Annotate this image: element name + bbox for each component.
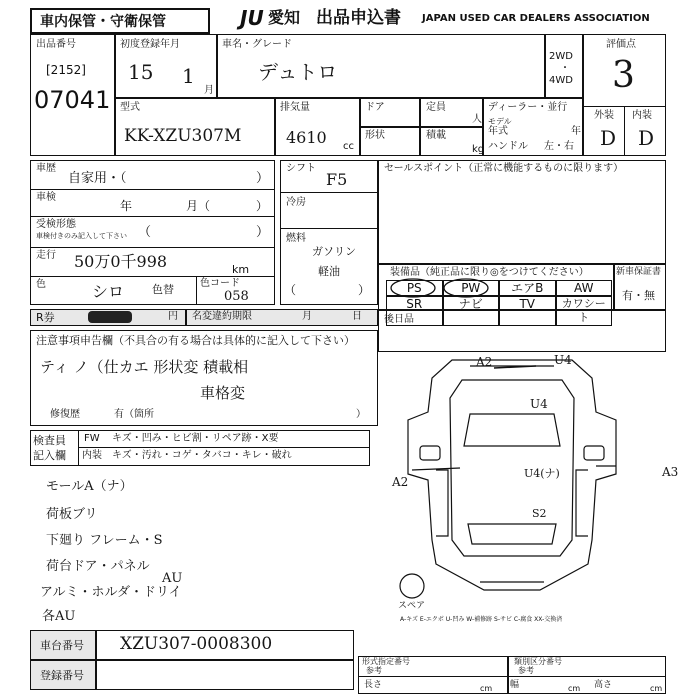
displacement-unit: cc [343, 141, 354, 152]
history-value: 自家用・（ [68, 171, 127, 186]
inspector-label-2: 記入欄 [33, 449, 66, 462]
fuel-diesel: 軽油 [318, 265, 340, 278]
mileage-label: 走行 [36, 250, 56, 261]
inspector-note-5: アルミ・ホルダ・ドリイ [40, 585, 182, 600]
door-label: ドア [365, 102, 385, 113]
model-value: KK-XZU307M [124, 126, 242, 146]
fuel-label: 燃料 [286, 233, 306, 244]
equipment-tv: TV [499, 296, 556, 326]
fuel-open: （ [284, 283, 297, 297]
inspection-year-unit: 年 [120, 199, 133, 213]
inspector-bracket-note: AU [162, 571, 183, 586]
equipment-airbag: エアB [499, 280, 556, 296]
repair-close: ） [356, 409, 366, 420]
ju-logo: JU [240, 6, 264, 30]
lot-number: 07041 [34, 86, 111, 114]
association-name: JAPAN USED CAR DEALERS ASSOCIATION [422, 13, 650, 24]
repair-value: 有（箇所 [114, 409, 154, 420]
category-label: 類別区分番号 [514, 657, 562, 666]
category-sub: 参考 [518, 666, 534, 675]
registration-month-unit: 月 [204, 85, 214, 96]
reg-value-box [96, 660, 354, 690]
ac-label: 冷房 [286, 197, 306, 208]
repair-label: 修復歴 [50, 409, 80, 420]
receipt-open: （ [138, 225, 152, 240]
length-label: 長さ [364, 680, 383, 690]
capacity-unit: 人 [472, 114, 482, 125]
registration-year: 15 [128, 60, 154, 84]
displacement-value: 4610 [286, 128, 327, 147]
type-check-sub: 参考 [366, 666, 382, 675]
lot-bracket: [2152] [46, 63, 86, 77]
color-code-value: 058 [224, 289, 249, 304]
inspection-close: ） [256, 199, 269, 213]
displacement-label: 排気量 [280, 102, 310, 113]
equipment-pw: PW [443, 280, 500, 296]
transfer-label: 名変違約期限 [192, 311, 252, 322]
model-year-label-2: 年式 [488, 126, 508, 137]
interior-items: キズ・汚れ・コゲ・タバコ・キレ・破れ [112, 450, 292, 461]
mark-a2-front: A2 [476, 355, 493, 369]
load-unit: kg [472, 144, 485, 155]
fw-label: FW [84, 433, 100, 444]
drive-sep: ・ [560, 63, 570, 74]
form-title: 出品申込書 [316, 8, 401, 28]
shift-value: F5 [326, 170, 348, 189]
r-ticket-label: R券 [36, 311, 55, 324]
transfer-day: 日 [352, 311, 362, 322]
diagram-windshield [464, 414, 560, 446]
color-value: シロ [92, 282, 125, 301]
dealer-label: ディーラー・並行 [488, 102, 568, 113]
length-unit: cm [480, 684, 493, 693]
exterior-score: D [600, 126, 617, 150]
vehicle-name: デュトロ [258, 60, 338, 84]
inspector-note-1: モールA（ナ） [46, 479, 133, 494]
equipment-aw: AW [556, 280, 613, 296]
height-unit: cm [650, 684, 663, 693]
sales-point-label: セールスポイント（正常に機能するものに限ります） [384, 163, 624, 174]
spare-label: スペア [398, 601, 426, 611]
drive-4wd: 4WD [549, 75, 573, 86]
receipt-note: 車検付きのみ記入して下さい [36, 232, 127, 240]
load-label: 積載 [426, 130, 446, 141]
handle-label: ハンドル [488, 141, 528, 152]
equipment-label: 装備品（純正品に限り◎をつけてください） [390, 267, 589, 278]
color-label: 色 [36, 279, 46, 290]
lot-label: 出品番号 [36, 39, 76, 50]
fuel-close: ） [358, 283, 371, 297]
handle-options: 左・右 [544, 141, 574, 152]
receipt-label: 受検形態 [36, 219, 76, 230]
equipment-sr: SR [386, 296, 443, 326]
diagram-left-door [436, 470, 448, 536]
capacity-label: 定員 [426, 102, 446, 113]
r-ticket-unit: 円 [168, 311, 178, 322]
mark-a2-left: A2 [392, 475, 409, 489]
history-close: ） [256, 171, 270, 186]
rating-score: 3 [612, 55, 635, 96]
interior-row-label: 内装 [82, 450, 102, 461]
shift-label: シフト [286, 163, 316, 174]
fuel-gasoline: ガソリン [312, 245, 356, 258]
inspection-label: 車検 [36, 192, 56, 203]
transfer-month: 月 [302, 311, 312, 322]
model-label: 型式 [120, 102, 140, 113]
diagram-right-mirror [584, 446, 604, 460]
guarantee-options: 有・無 [622, 289, 655, 302]
inspector-note-4: 荷台ドア・パネル [46, 559, 150, 574]
diagram-rear-window [468, 524, 556, 544]
inspection-month-unit: 月（ [186, 199, 211, 213]
interior-score: D [638, 126, 655, 150]
storage-badge-text: 車内保管・守衛保管 [40, 14, 166, 30]
mark-a3-right: A3 [662, 465, 679, 479]
org-name: 愛知 [268, 8, 301, 27]
color-code-label: 色コード [200, 278, 240, 289]
shape-label: 形状 [365, 130, 385, 141]
drive-2wd: 2WD [549, 51, 573, 62]
exterior-label: 外装 [594, 110, 614, 121]
receipt-close: ） [256, 225, 270, 240]
history-label: 車歴 [36, 163, 56, 174]
mileage-value: 50万0千998 [74, 252, 168, 271]
rear-seat-label: 後日品 [384, 314, 414, 325]
diagram-spare-tire [400, 574, 424, 598]
type-check-label: 形式指定番号 [362, 657, 410, 666]
chassis-value: XZU307-0008300 [120, 634, 273, 654]
reg-label: 登録番号 [40, 669, 84, 682]
mark-u4-front: U4 [554, 353, 572, 367]
width-unit: cm [568, 684, 581, 693]
notes-line1: ティ ノ（仕カエ 形状変 積載相 [40, 358, 249, 376]
mark-s2: S2 [532, 507, 547, 520]
interior-label: 内装 [632, 110, 652, 121]
notes-line2: 車格変 [200, 384, 246, 402]
registration-label: 初度登録年月 [120, 39, 180, 50]
model-year-label-1: モデル [488, 117, 512, 126]
registration-month: 1 [182, 64, 195, 88]
inspector-label-1: 検査員 [33, 434, 66, 447]
equipment-navi: ナビ [443, 296, 500, 326]
notes-label: 注意事項申告欄（不具合の有る場合は具体的に記入して下さい） [36, 334, 355, 347]
model-year-unit: 年 [571, 126, 581, 137]
diagram-right-door [576, 470, 588, 536]
inspector-note-3: 下廻り フレーム・S [46, 533, 163, 548]
color-change-label: 色替 [152, 283, 174, 296]
inspector-note-2: 荷板ブリ [46, 507, 98, 522]
height-label: 高さ [594, 680, 613, 690]
mark-u4-center: U4(ナ) [524, 467, 560, 480]
equipment-ps: PS [386, 280, 443, 296]
fw-items: キズ・凹み・ヒビ割・リペア跡・X要 [112, 433, 279, 444]
diagram-left-mirror [420, 446, 440, 460]
mark-u4-roof: U4 [530, 397, 548, 411]
mileage-unit: km [232, 263, 250, 276]
damage-legend: A-キズ E-エクボ U-凹み W-補修跡 S-サビ C-腐食 XX-交換済 [400, 616, 563, 623]
chassis-label: 車台番号 [40, 639, 84, 652]
equipment-leather: カワシート [556, 296, 613, 326]
dims-divider [358, 676, 666, 677]
width-label: 幅 [510, 680, 520, 690]
vehicle-name-label: 車名・グレード [222, 39, 292, 50]
guarantee-label: 新車保証書 [616, 267, 662, 277]
inspector-note-6: 各AU [42, 609, 76, 624]
rating-label: 評価点 [606, 39, 636, 50]
